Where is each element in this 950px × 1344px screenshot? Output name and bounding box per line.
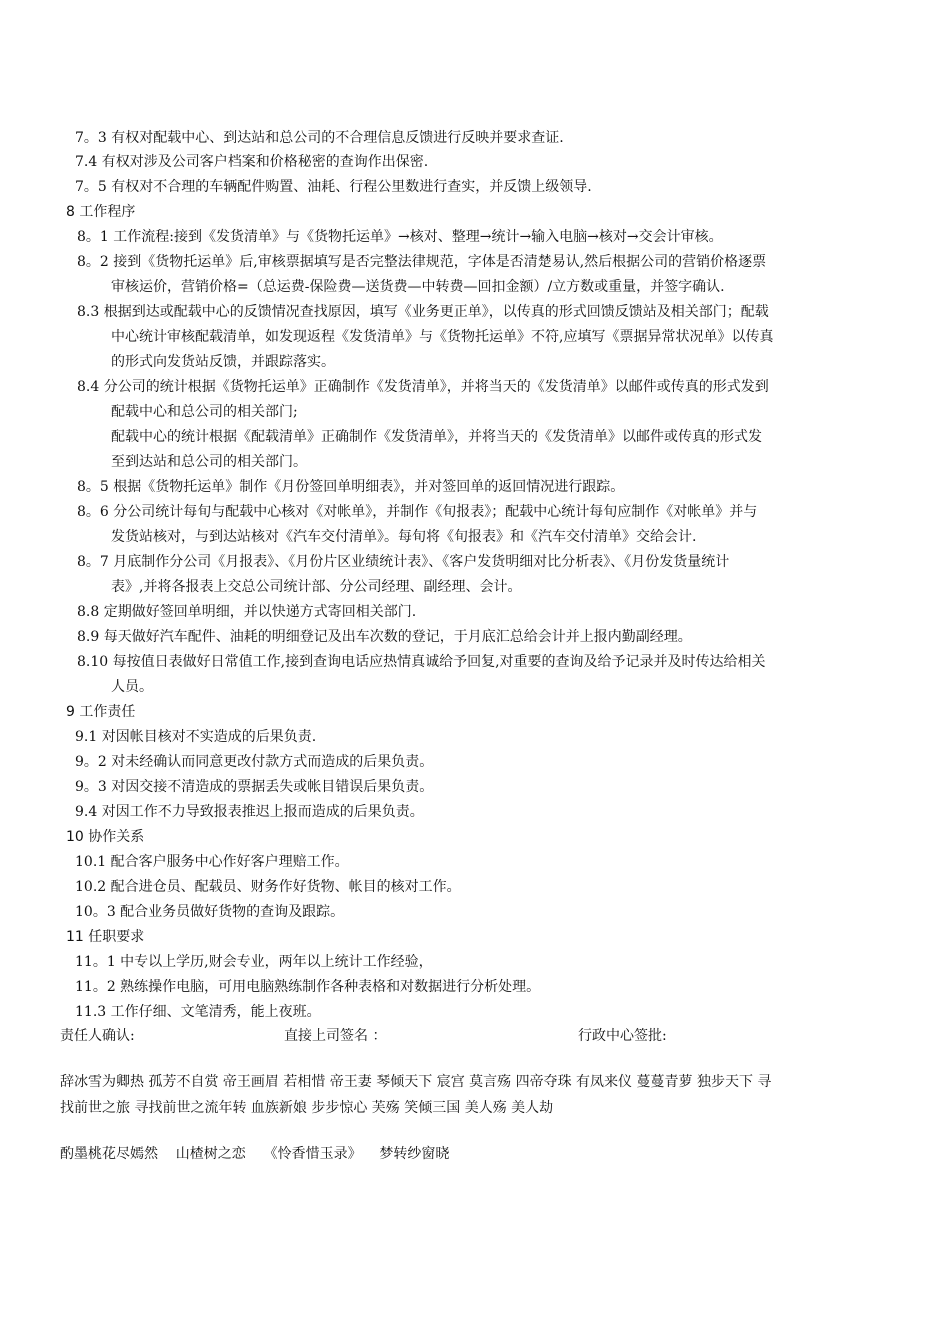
- heading-9: 9 工作责任: [66, 704, 136, 720]
- item-8-10-line1: 8.10 每按值日表做好日常值工作,接到查询电话应热情真诚给予回复,对重要的查询及给予记录并及时传达给相关: [77, 654, 766, 670]
- item-8-4-line2: 配载中心和总公司的相关部门;: [111, 404, 298, 420]
- footer-line-1: 辞冰雪为卿热 孤芳不自赏 帝王画眉 若相惜 帝王妻 琴倾天下 宸宫 莫言殇 四帝夺珠 有凤来仪 蔓蔓青萝 独步天下 寻: [60, 1074, 772, 1090]
- item-8-4-line4: 至到达站和总公司的相关部门。: [111, 454, 307, 470]
- item-10-3: 10。3 配合业务员做好货物的查询及跟踪。: [75, 904, 345, 920]
- heading-11: 11 任职要求: [66, 929, 145, 945]
- item-9-1: 9.1 对因帐目核对不实造成的后果负责.: [75, 729, 317, 745]
- item-8-3-line1: 8.3 根据到达或配载中心的反馈情况查找原因，填写《业务更正单》，以传真的形式回馈反馈站及相关部门；配载: [77, 304, 769, 320]
- item-8-7-line1: 8。7 月底制作分公司《月报表》、《月份片区业绩统计表》、《客户发货明细对比分析表》、《月份发货量统计: [77, 554, 730, 570]
- item-8-8: 8.8 定期做好签回单明细，并以快递方式寄回相关部门.: [77, 604, 417, 620]
- footer-line-2: 找前世之旅 寻找前世之流年转 血族新娘 步步惊心 芙殇 笑倾三国 美人殇 美人劫: [60, 1100, 554, 1116]
- item-11-2: 11。2 熟练操作电脑，可用电脑熟练制作各种表格和对数据进行分析处理。: [75, 979, 541, 995]
- item-8-3-line3: 的形式向发货站反馈，并跟踪落实。: [111, 354, 335, 370]
- item-8-1: 8。1 工作流程:接到《发货清单》与《货物托运单》→核对、整理→统计→输入电脑→核对→交会计审核。: [77, 229, 723, 245]
- item-8-4-line1: 8.4 分公司的统计根据《货物托运单》正确制作《发货清单》，并将当天的《发货清单》以邮件或传真的形式发到: [77, 379, 769, 395]
- item-9-2: 9。2 对未经确认而同意更改付款方式而造成的后果负责。: [75, 754, 434, 770]
- item-10-1: 10.1 配合客户服务中心作好客户理赔工作。: [75, 854, 349, 870]
- item-7-4: 7.4 有权对涉及公司客户档案和价格秘密的查询作出保密.: [75, 154, 429, 170]
- signature-admin: 行政中心签批:: [578, 1028, 667, 1044]
- item-8-2-line2: 审核运价，营销价格=（总运费-保险费—送货费—中转费—回扣金额）/立方数或重量，并签字确认.: [111, 279, 725, 295]
- footer-line-3: 酌墨桃花尽嫣然 山楂树之恋 《怜香惜玉录》 梦转纱窗晓: [60, 1146, 450, 1162]
- item-8-6-line1: 8。6 分公司统计每旬与配载中心核对《对帐单》，并制作《旬报表》；配载中心统计每旬应制作《对帐单》并与: [77, 504, 758, 520]
- item-8-4-line3: 配载中心的统计根据《配载清单》正确制作《发货清单》，并将当天的《发货清单》以邮件或传真的形式发: [111, 429, 762, 445]
- item-8-5: 8。5 根据《货物托运单》制作《月份签回单明细表》，并对签回单的返回情况进行跟踪。: [77, 479, 625, 495]
- item-9-3: 9。3 对因交接不清造成的票据丢失或帐目错误后果负责。: [75, 779, 434, 795]
- item-11-3: 11.3 工作仔细、文笔清秀，能上夜班。: [75, 1004, 321, 1020]
- signature-responsible: 责任人确认:: [60, 1028, 135, 1044]
- item-8-7-line2: 表》,并将各报表上交总公司统计部、分公司经理、副经理、会计。: [111, 579, 522, 595]
- item-10-2: 10.2 配合进仓员、配载员、财务作好货物、帐目的核对工作。: [75, 879, 461, 895]
- item-8-6-line2: 发货站核对，与到达站核对《汽车交付清单》。每旬将《旬报表》和《汽车交付清单》交给会计.: [111, 529, 697, 545]
- item-8-9: 8.9 每天做好汽车配件、油耗的明细登记及出车次数的登记，于月底汇总给会计并上报内勤副经理。: [77, 629, 692, 645]
- heading-10: 10 协作关系: [66, 829, 145, 845]
- signature-supervisor: 直接上司签名 ：: [284, 1028, 387, 1044]
- item-7-3: 7。3 有权对配载中心、到达站和总公司的不合理信息反馈进行反映并要求查证.: [75, 130, 564, 146]
- item-7-5: 7。5 有权对不合理的车辆配件购置、油耗、行程公里数进行查实，并反馈上级领导.: [75, 179, 592, 195]
- item-8-2-line1: 8。2 接到《货物托运单》后,审核票据填写是否完整法律规范，字体是否清楚易认,然后根据公司的营销价格逐票: [77, 254, 767, 270]
- item-11-1: 11。1 中专以上学历,财会专业，两年以上统计工作经验，: [75, 954, 433, 970]
- item-8-10-line2: 人员。: [111, 679, 153, 695]
- item-9-4: 9.4 对因工作不力导致报表推迟上报而造成的后果负责。: [75, 804, 424, 820]
- item-8-3-line2: 中心统计审核配载清单，如发现返程《发货清单》与《货物托运单》不符,应填写《票据异常状况单》以传真: [111, 329, 774, 345]
- heading-8: 8 工作程序: [66, 204, 136, 220]
